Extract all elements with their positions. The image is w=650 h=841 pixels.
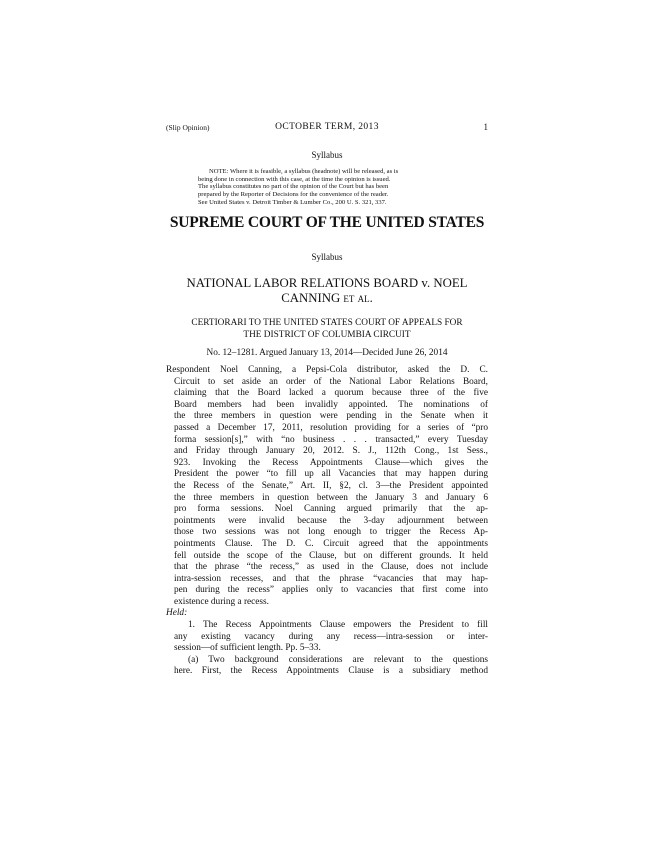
note-line: The syllabus constitutes no part of the opinion of the Court but has been: [198, 183, 389, 191]
page-number: 1: [483, 122, 488, 132]
holding-line: any existing vacancy during any recess—intra-session or inter-: [174, 631, 488, 642]
docket-line: No. 12–1281. Argued January 13, 2014—Decided June 26, 2014: [206, 348, 448, 358]
syllabus-body: [166, 365, 488, 678]
body-line: pro forma sessions. Noel Canning argued primarily that the ap-: [174, 504, 488, 515]
note-line: prepared by the Reporter of Decisions for the convenience of the reader.: [198, 191, 389, 199]
body-line: fell outside the scope of the Clause, but on different grounds. It held: [174, 550, 488, 561]
term-label: OCTOBER TERM, 2013: [275, 122, 379, 132]
body-line: 923. Invoking the Recess Appointments Clause—which gives the: [174, 457, 488, 468]
body-line: forma session[s],” with “no business . . . transacted,” every Tuesday: [174, 434, 488, 445]
held-label-text: Held:: [166, 608, 188, 619]
body-line: and Friday through January 20, 2012. S. J., 112th Cong., 1st Sess.,: [174, 446, 488, 457]
body-line: pen during the recess” applies only to vacancies that first come into: [174, 585, 488, 596]
holding-line: 1. The Recess Appointments Clause empowers the President to fill: [188, 620, 488, 631]
holding-line: (a) Two background considerations are relevant to the questions: [188, 654, 488, 665]
body-line: intra-session recesses, and that the phrase “vacancies that may hap-: [174, 573, 488, 584]
body-line: that the phrase “the recess,” as used in the Clause, does not include: [174, 562, 488, 573]
body-line: claiming that the Board lacked a quorum because three of the five: [174, 388, 488, 399]
held-label: [166, 608, 488, 620]
holding-line: here. First, the Recess Appointments Clause is a subsidiary method: [174, 666, 488, 677]
syllabus-heading-top: Syllabus: [311, 150, 343, 160]
body-line: Respondent Noel Canning, a Pepsi-Cola distributor, asked the D. C.: [166, 365, 488, 375]
holding-line: session—of sufficient length. Pp. 5–33.: [174, 643, 321, 654]
body-line: pointments were invalid because the 3-day adjournment between: [174, 515, 488, 526]
case-title: [166, 276, 488, 306]
case-title-party: CANNING: [281, 291, 344, 305]
body-line: the three members in question were pending in the Senate when it: [174, 411, 488, 422]
body-line: those two sessions was not long enough to trigger the Recess Ap-: [174, 527, 488, 538]
case-title-line-1: NATIONAL LABOR RELATIONS BOARD v. NOEL: [186, 276, 468, 290]
certiorari-line-2: THE DISTRICT OF COLUMBIA CIRCUIT: [243, 329, 411, 340]
note-line: NOTE: Where it is feasible, a syllabus (headnote) will be released, as is: [209, 168, 399, 175]
certiorari-heading: [166, 318, 488, 341]
body-line: the Recess of the Senate,” Art. II, §2, cl. 3—the President appointed: [174, 480, 488, 491]
slip-opinion-label: (Slip Opinion): [166, 123, 210, 132]
certiorari-line-1: CERTIORARI TO THE UNITED STATES COURT OF APPEALS FOR: [191, 318, 463, 328]
body-line: passed a December 17, 2011, resolution providing for a series of “pro: [174, 422, 488, 433]
body-line: President the power “to fill up all Vacancies that may happen during: [174, 469, 488, 480]
body-line: Circuit to set aside an order of the National Labor Relations Board,: [174, 376, 488, 387]
syllabus-heading: Syllabus: [311, 252, 343, 262]
note-line: See United States v. Detroit Timber & Lumber Co., 200 U. S. 321, 337.: [198, 198, 387, 206]
body-line: pointments Clause. The D. C. Circuit agreed that the appointments: [174, 538, 488, 549]
body-line: the three members in question between the January 3 and January 6: [174, 492, 488, 503]
case-title-line-2: [166, 291, 488, 306]
running-head: [166, 122, 488, 136]
case-title-et-al: et al.: [343, 291, 373, 305]
reporter-note: [198, 168, 460, 207]
body-line: existence during a recess.: [174, 596, 269, 607]
court-title: SUPREME COURT OF THE UNITED STATES: [169, 214, 485, 231]
body-line: Board members had been invalidly appointed. The nominations of: [174, 399, 488, 410]
note-line: being done in connection with this case, at the time the opinion is issued.: [198, 175, 391, 183]
